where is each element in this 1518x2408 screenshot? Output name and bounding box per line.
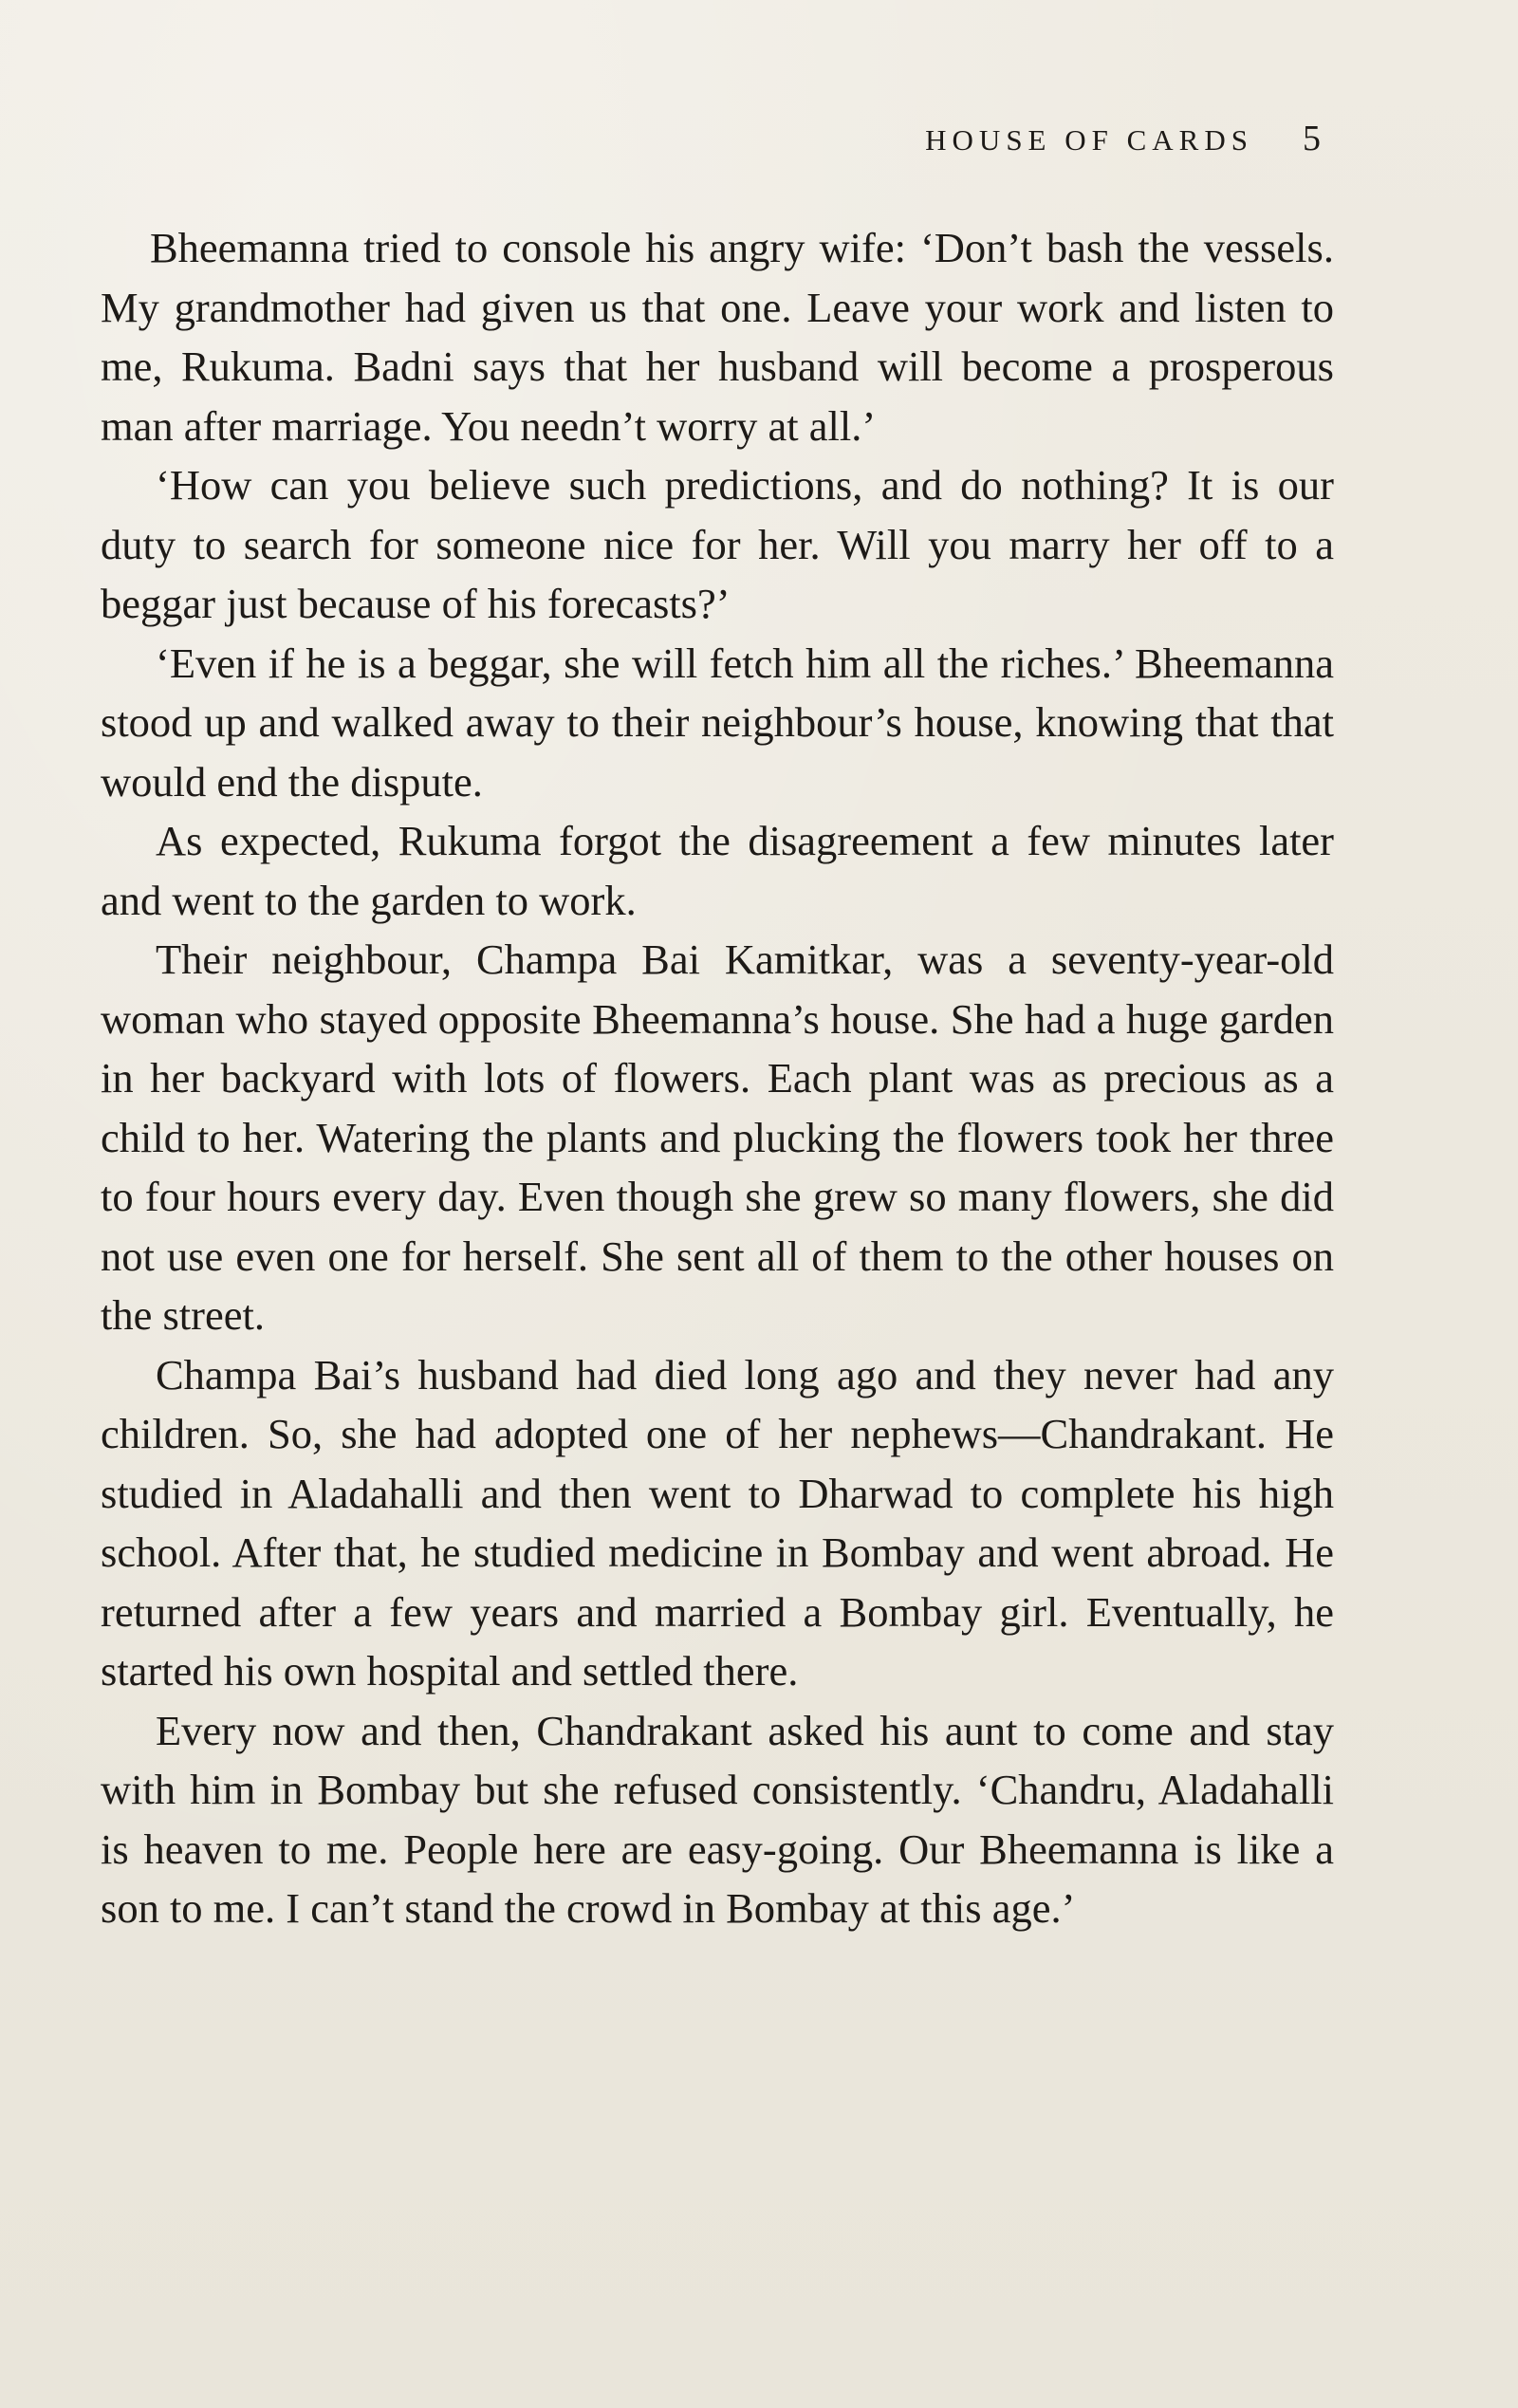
page-number: 5 <box>1303 119 1321 158</box>
paragraph: ‘Even if he is a beggar, she will fetch him all the riches.’ Bheemanna stood up and walked away to their neighbour’s house, knowing that that would end the dispute. <box>101 639 1334 806</box>
paragraph: Their neighbour, Champa Bai Kamitkar, was a seventy-year-old woman who stayed opposite Bheemanna’s house. She had a huge garden in her backyard with lots of flowers. Each plant was as precious as a child to her. Watering the plants and plucking the flowers took her three to four hours every day. Even though she grew so many flowers, she did not use even one for herself. She sent all of them to the other houses on the street. <box>101 935 1334 1339</box>
running-head <box>925 118 1321 159</box>
paragraph: Champa Bai’s husband had died long ago and they never had any children. So, she had adopted one of her nephews—Chandrakant. He studied in Aladahalli and then went to Dharwad to complete his high school. After that, he studied medicine in Bombay and went abroad. He returned after a few years and married a Bombay girl. Eventually, he started his own hospital and settled there. <box>101 1350 1334 1695</box>
paragraph: Bheemanna tried to console his angry wife: ‘Don’t bash the vessels. My grandmother had given us that one. Leave your work and listen to me, Rukuma. Badni says that her husband will become a prosperous man after marriage. You needn’t worry at all.’ <box>101 224 1334 450</box>
body-text <box>101 218 1334 1938</box>
paragraph: ‘How can you believe such predictions, and do nothing? It is our duty to search for someone nice for her. Will you marry her off to a beggar just because of his forecasts?’ <box>101 461 1334 627</box>
paragraph: As expected, Rukuma forgot the disagreement a few minutes later and went to the garden to work. <box>101 817 1334 924</box>
paragraph: Every now and then, Chandrakant asked his aunt to come and stay with him in Bombay but she refused consistently. ‘Chandru, Aladahalli is heaven to me. People here are easy-going. Our Bheemanna is like a son to me. I can’t stand the crowd in Bombay at this age.’ <box>101 1706 1334 1932</box>
running-title: HOUSE OF CARDS <box>925 123 1253 157</box>
